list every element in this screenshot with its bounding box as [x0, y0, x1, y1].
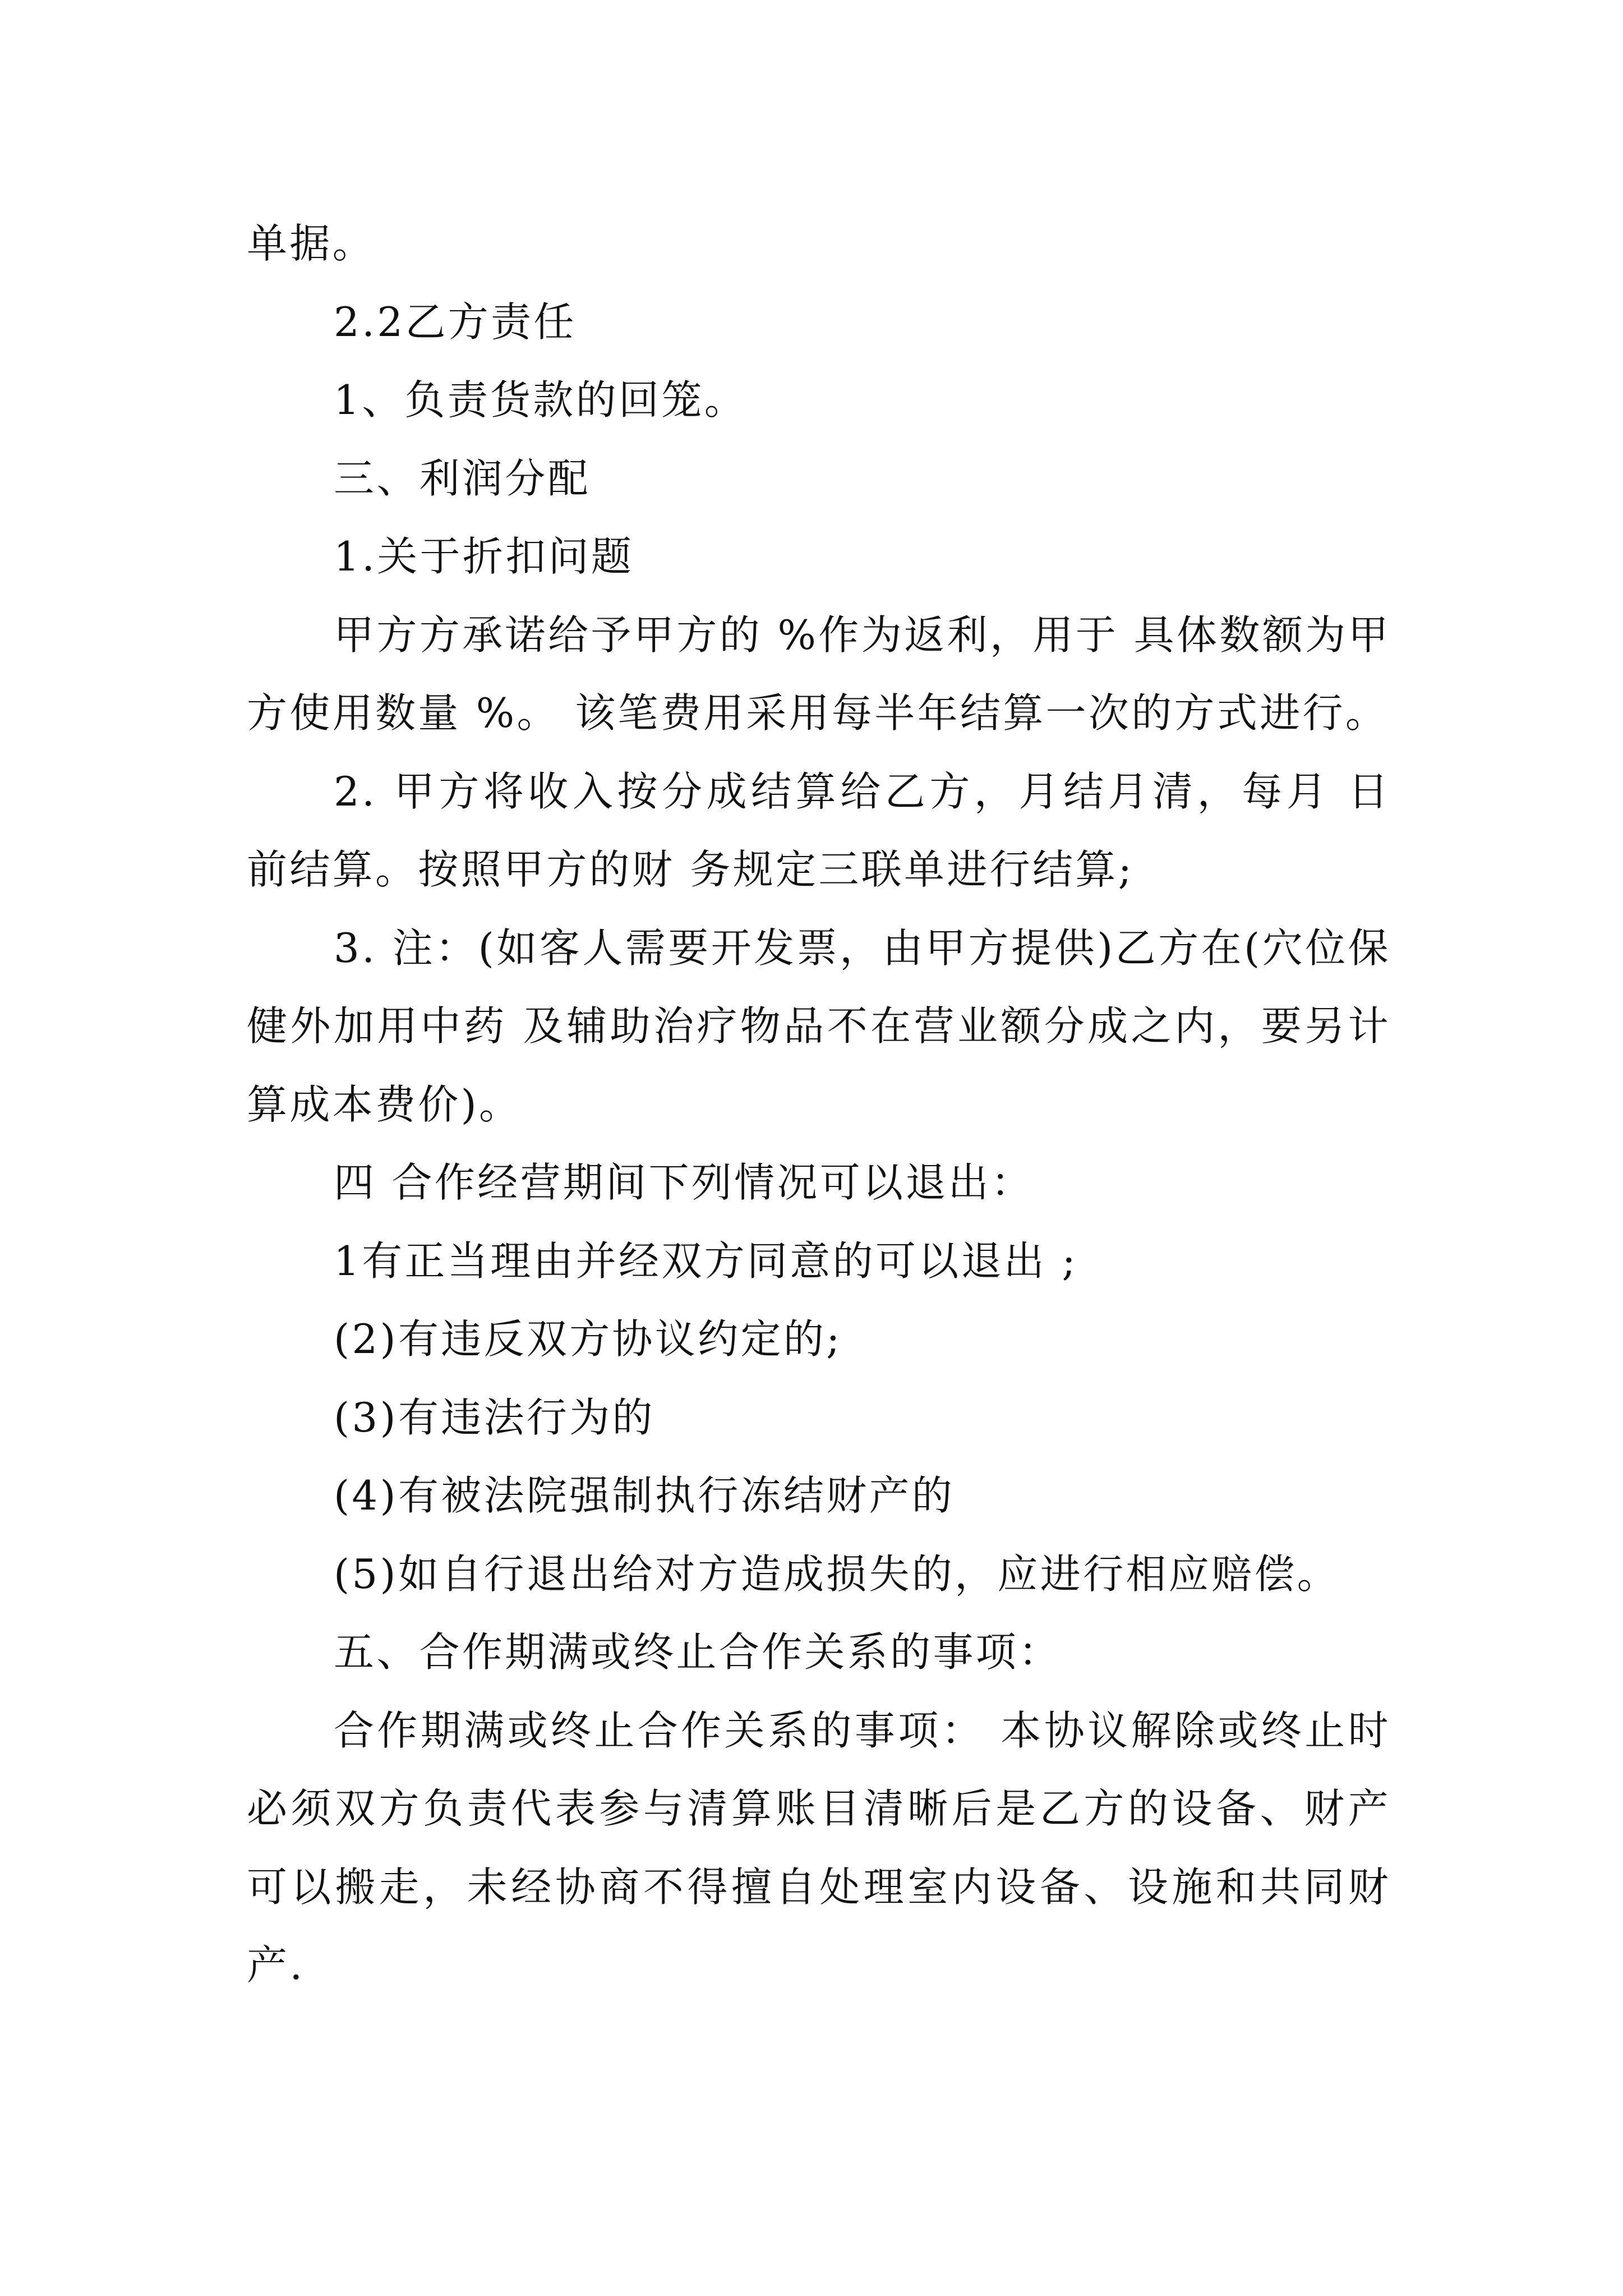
paragraph-invoice-note: 3. 注：(如客人需要开发票，由甲方提供)乙方在(穴位保健外加用中药 及辅助治疗物品不在营业额分成之内，要另计算成本费价)。 — [247, 924, 1391, 1128]
paragraph-termination-terms: 合作期满或终止合作关系的事项： 本协议解除或终止时必须双方负责代表参与清算账目清晰后是乙方的设备、财产可以搬走，未经协商不得擅自处理室内设备、设施和共同财产. — [247, 1706, 1391, 1989]
paragraph-section-5-heading: 五、合作期满或终止合作关系的事项： — [334, 1628, 1062, 1676]
paragraph-section-4-heading: 四 合作经营期间下列情况可以退出： — [334, 1159, 1034, 1206]
paragraph-section-2-2-heading: 2.2乙方责任 — [334, 298, 577, 346]
paragraph-exit-condition-2: (2)有违反双方协议约定的; — [334, 1315, 842, 1363]
paragraph-exit-condition-5: (5)如自行退出给对方造成损失的，应进行相应赔偿。 — [334, 1550, 1340, 1598]
paragraph-section-3-heading: 三、利润分配 — [334, 454, 591, 502]
paragraph-settlement-terms: 2. 甲方将收入按分成结算给乙方，月结月清，每月 日前结算。按照甲方的财 务规定三联单进行结算; — [247, 767, 1391, 893]
paragraph-payment-collection: 1、负责货款的回笼。 — [334, 376, 748, 424]
paragraph-exit-condition-3: (3)有违法行为的 — [334, 1393, 655, 1441]
paragraph-rebate-terms: 甲方方承诺给予甲方的 %作为返利，用于 具体数额为甲方使用数量 %。 该笔费用采用每半年结算一次的方式进行。 — [247, 611, 1391, 737]
paragraph-exit-condition-4: (4)有被法院强制执行冻结财产的 — [334, 1472, 955, 1519]
paragraph-continuation: 单据。 — [247, 220, 375, 267]
document-body — [247, 205, 1391, 2005]
paragraph-exit-condition-1: 1有正当理由并经双方同意的可以退出 ; — [334, 1237, 1078, 1285]
paragraph-discount-heading: 1.关于折扣问题 — [334, 533, 634, 580]
